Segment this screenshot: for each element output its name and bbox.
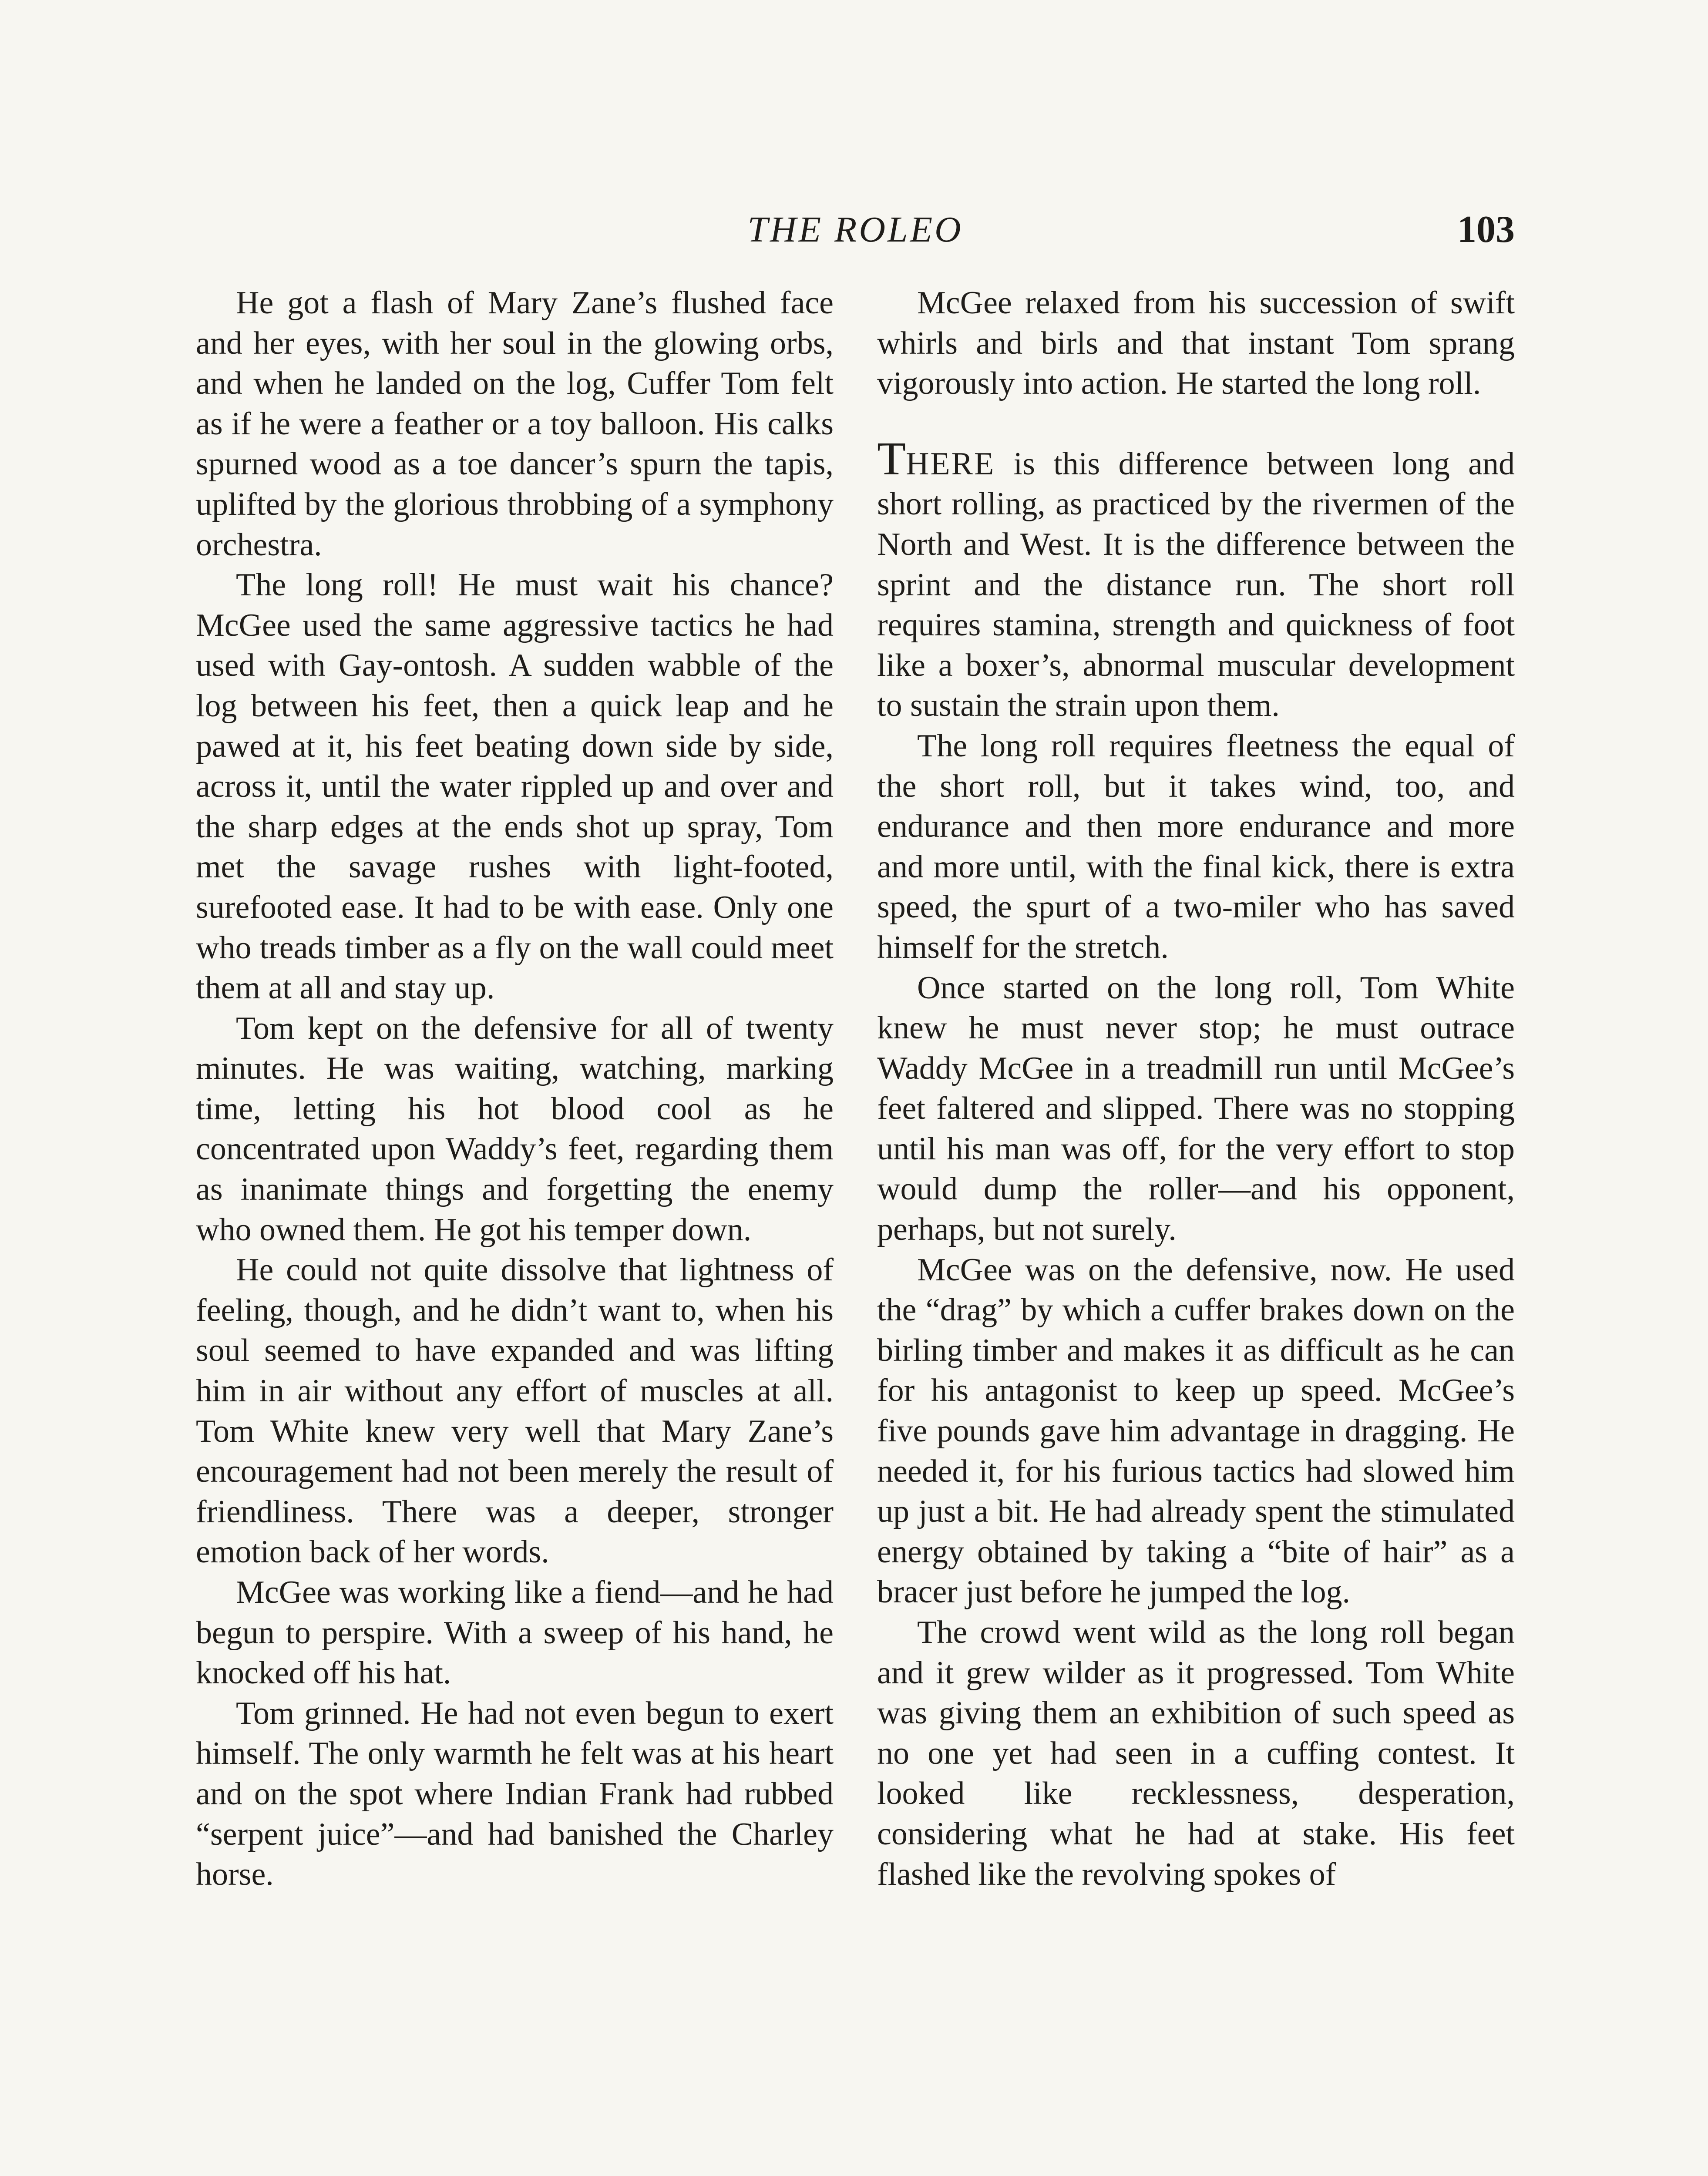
paragraph: The long roll requires fleetness the equal of the short roll, but it takes wind, too, and endurance and then more endurance and more and more until, with the final kick, there is extra speed, the spurt of a two-miler who has saved himself for the stretch. [877, 728, 1515, 965]
drop-cap: T [877, 433, 906, 485]
paragraph: McGee was on the defensive, now. He used the “drag” by which a cuffer brakes down on the birling timber and makes it as difficult as he can for his antagonist to keep up speed. McGee’s five pounds gave him advantage in dragging. He needed it, for his furious tactics had slowed him up just a bit. He had already spent the stimulated energy obtained by taking a “bite of hair” as a bracer just before he jumped the log. [877, 1252, 1515, 1610]
paragraph: He could not quite dissolve that lightness of feeling, though, and he didn’t want to, when his soul seemed to have expanded and was lifting him in air without any effort of muscles at all. Tom White knew very well that Mary Zane’s encouragement had not been merely the result of friendliness. There was a deeper, stronger emotion back of her words. [196, 1252, 834, 1570]
running-title: THE ROLEO [747, 209, 963, 250]
page-number: 103 [1457, 208, 1515, 251]
paragraph: McGee was working like a fiend—and he had begun to perspire. With a sweep of his hand, he knocked off his hat. [196, 1575, 834, 1691]
section-opening-paragraph [877, 433, 1515, 726]
paragraph: The crowd went wild as the long roll began and it grew wilder as it progressed. Tom White was giving them an exhibition of such speed as no one yet had seen in a cuffing contest. It looked like recklessness, desperation, considering what he had at stake. His feet flashed like the revolving spokes of [877, 1615, 1515, 1892]
paragraph: The long roll! He must wait his chance? McGee used the same aggressive tactics he had used with Gay-ontosh. A sudden wabble of the log between his feet, then a quick leap and he pawed at it, his feet beating down side by side, across it, until the water rippled up and over and the sharp edges at the ends shot up spray, Tom met the savage rushes with light-footed, surefooted ease. It had to be with ease. Only one who treads timber as a fly on the wall could meet them at all and stay up. [196, 567, 834, 1006]
paragraph: Tom grinned. He had not even begun to exert himself. The only warmth he felt was at his heart and on the spot where Indian Frank had rubbed “serpent juice”—and had banished the Charley horse. [196, 1695, 834, 1893]
paragraph: Tom kept on the defensive for all of twenty minutes. He was waiting, watching, marking time, letting his hot blood cool as he concentrated upon Waddy’s feet, regarding them as inanimate things and forgetting the enemy who owned them. He got his temper down. [196, 1010, 834, 1248]
left-column [196, 283, 834, 1895]
paragraph: He got a flash of Mary Zane’s flushed face and her eyes, with her soul in the glowing orbs, and when he landed on the log, Cuffer Tom felt as if he were a feather or a toy balloon. His calks spurned wood as a toe dancer’s spurn the tapis, uplifted by the glorious throbbing of a symphony orchestra. [196, 285, 834, 563]
page-header [196, 204, 1515, 265]
right-column [877, 283, 1515, 1894]
paragraph: Once started on the long roll, Tom White knew he must never stop; he must outrace Waddy McGee in a treadmill run until McGee’s feet faltered and slipped. There was no stopping until his man was off, for the very effort to stop would dump the roller—and his opponent, perhaps, but not surely. [877, 970, 1515, 1248]
small-caps-lead: HERE [905, 446, 995, 482]
paragraph: McGee relaxed from his succession of swift whirls and birls and that instant Tom sprang vigorously into action. He started the long roll. [877, 285, 1515, 402]
section-text: is this difference between long and short rolling, as practiced by the rivermen of the North and West. It is the difference between the sprint and the distance run. The short roll requires stamina, strength and quickness of foot like a boxer’s, abnormal muscular development to sustain the strain upon them. [877, 446, 1515, 724]
